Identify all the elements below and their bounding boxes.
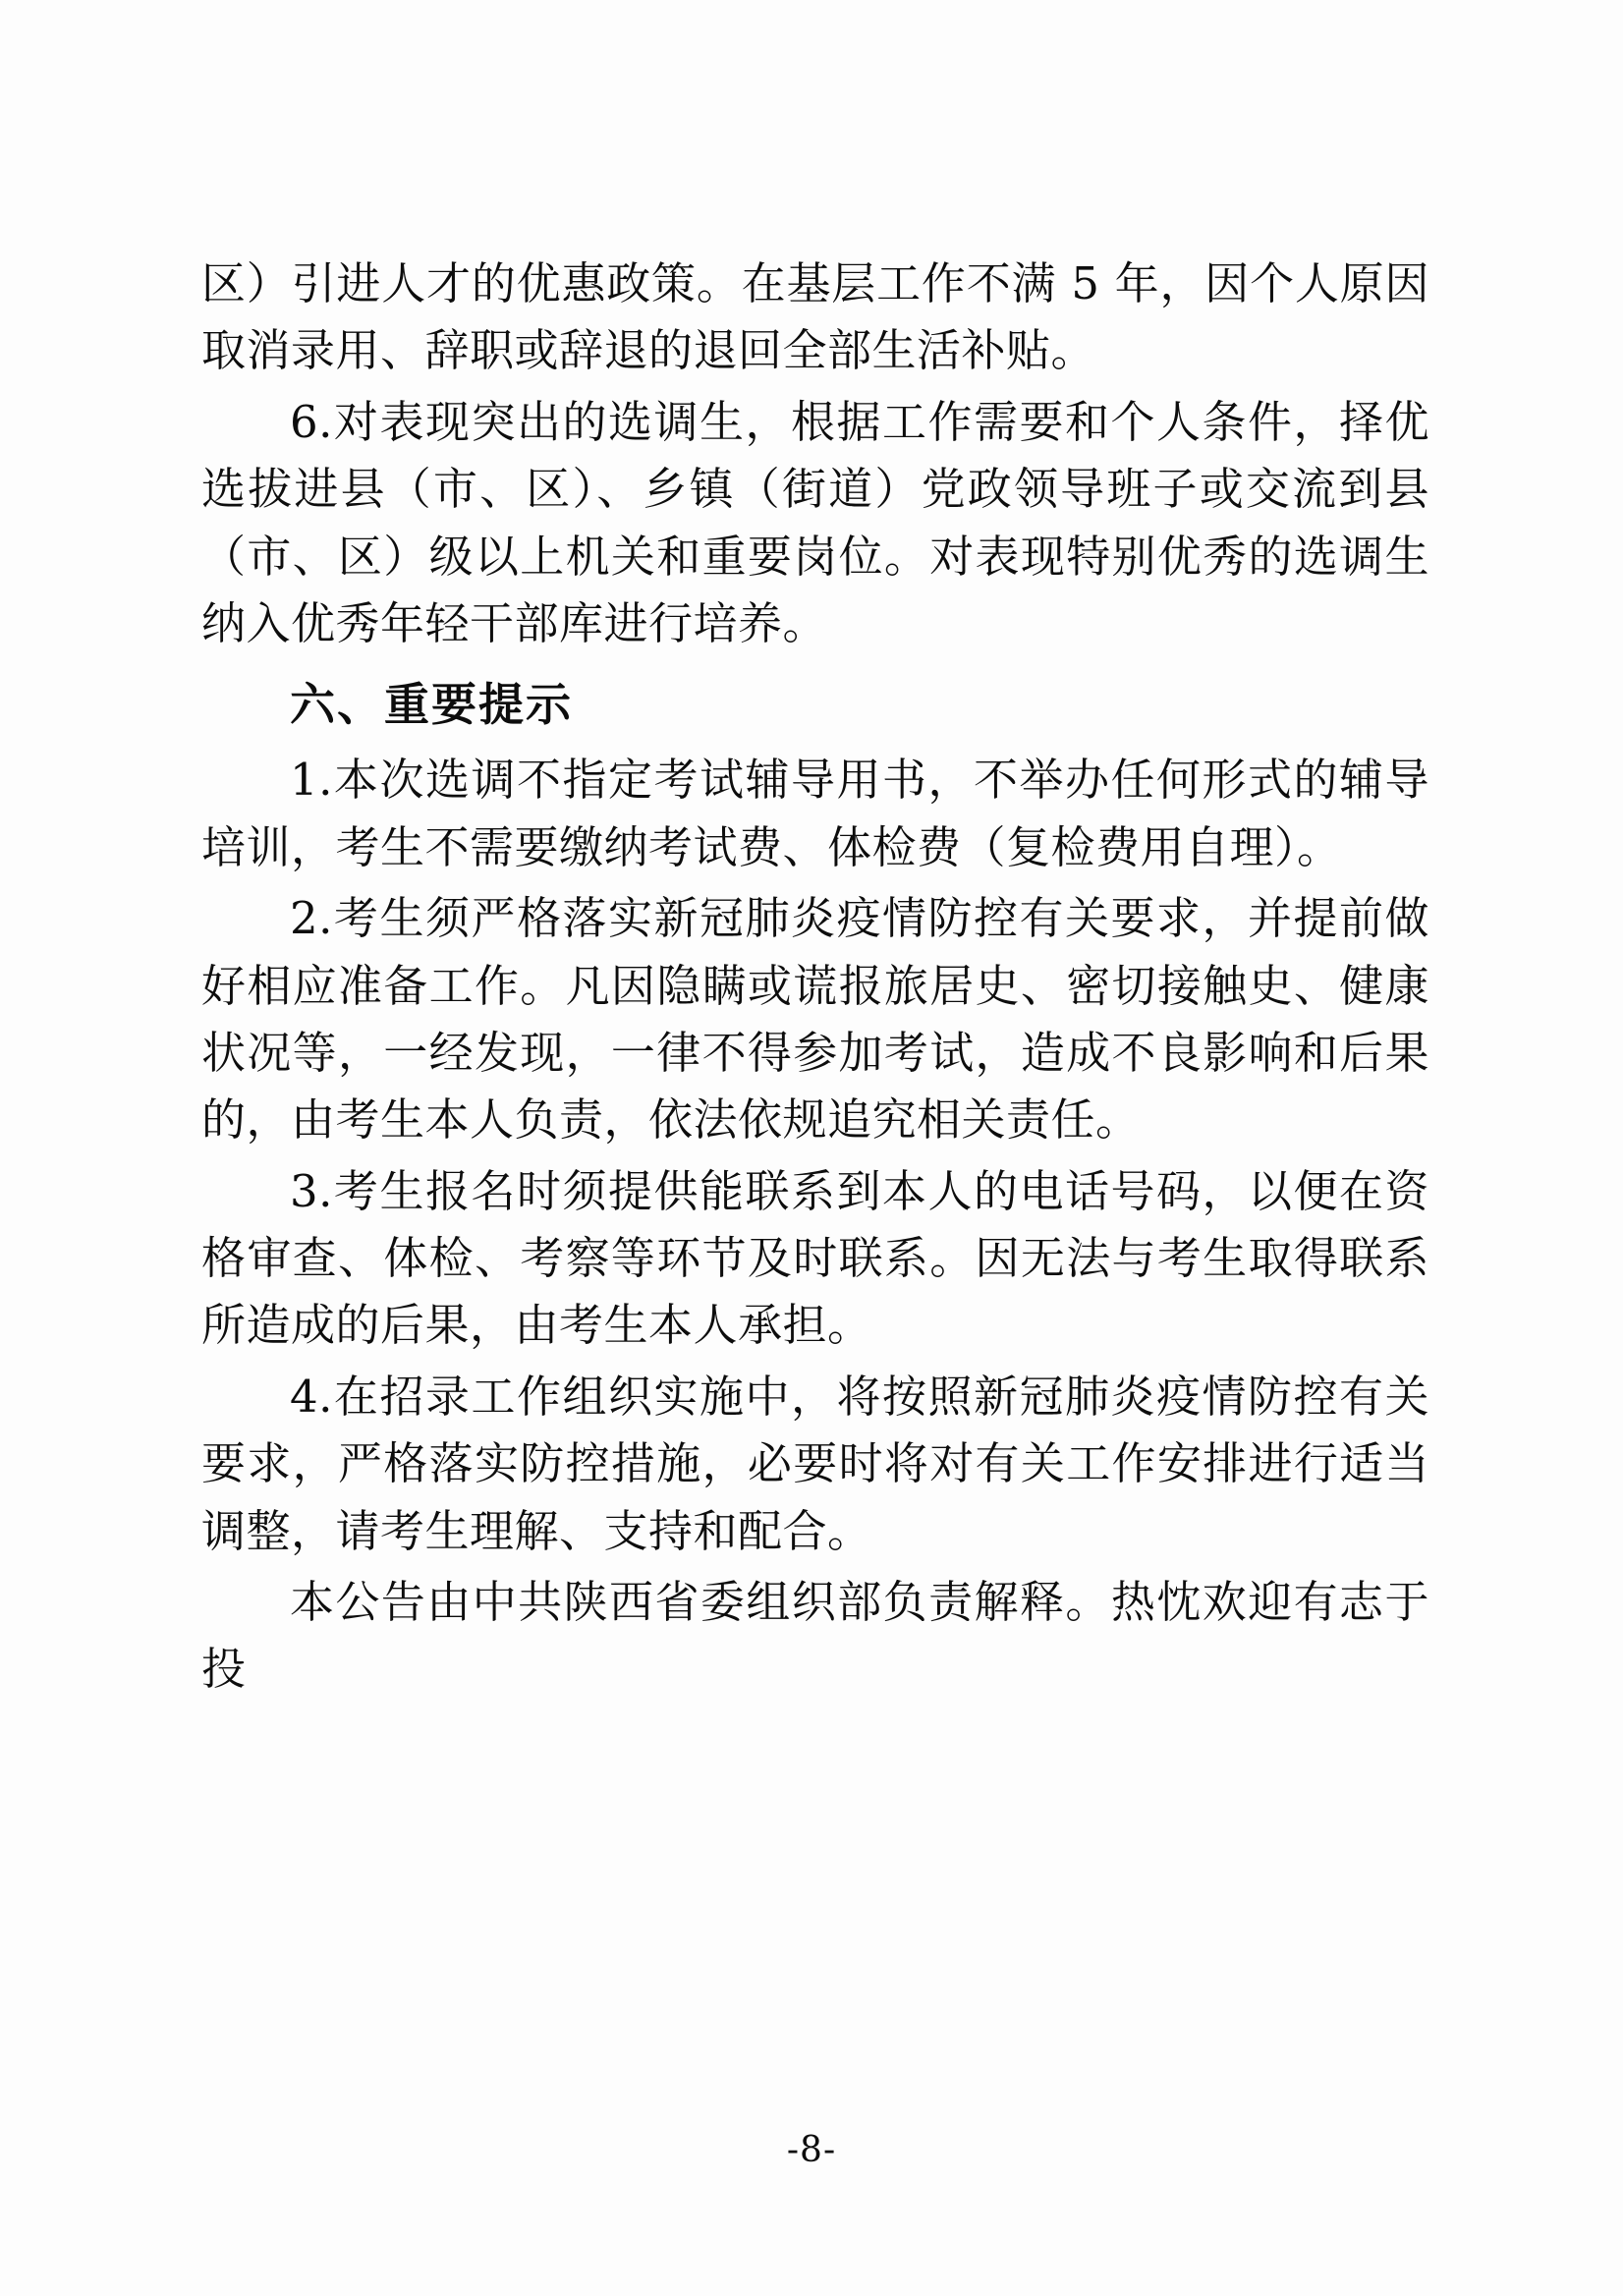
notice-item-3: 3.考生报名时须提供能联系到本人的电话号码，以便在资格审查、体检、考察等环节及时联系。因无法与考生取得联系所造成的后果，由考生本人承担。	[201, 1164, 1429, 1352]
notice-item-4: 4.在招录工作组织实施中，将按照新冠肺炎疫情防控有关要求，严格落实防控措施，必要时将对有关工作安排进行适当调整，请考生理解、支持和配合。	[201, 1370, 1429, 1557]
closing-block	[201, 1569, 1429, 1704]
notice-item-2: 2.考生须严格落实新冠肺炎疫情防控有关要求，并提前做好相应准备工作。凡因隐瞒或谎报旅居史、密切接触史、健康状况等，一经发现，一律不得参加考试，造成不良影响和后果的，由考生本人负责，依法依规追究相关责任。	[201, 892, 1429, 1147]
paragraph-item-6: 6.对表现突出的选调生，根据工作需要和个人条件，择优选拔进县（市、区）、乡镇（街道）党政领导班子或交流到县（市、区）级以上机关和重要岗位。对表现特别优秀的选调生纳入优秀年轻干部库进行培养。	[201, 395, 1429, 649]
notice-block-2	[201, 885, 1429, 1154]
paragraph-block-continued	[201, 251, 1429, 385]
section-heading-important-notes: 六、重要提示	[290, 678, 573, 732]
notice-block-4	[201, 1364, 1429, 1565]
paragraph-continued-benefits: 区）引进人才的优惠政策。在基层工作不满 5 年，因个人原因取消录用、辞职或辞退的退回全部生活补贴。	[201, 257, 1429, 377]
page-number: -8-	[786, 2130, 837, 2170]
notice-item-1: 1.本次选调不指定考试辅导用书，不举办任何形式的辅导培训，考生不需要缴纳考试费、体检费（复检费用自理）。	[201, 754, 1429, 873]
notice-block-3	[201, 1158, 1429, 1360]
notice-block-1	[201, 747, 1429, 881]
page-body	[201, 251, 1429, 1708]
paragraph-block-item-6	[201, 389, 1429, 658]
closing-paragraph: 本公告由中共陕西省委组织部负责解释。热忱欢迎有志于投	[201, 1576, 1429, 1696]
